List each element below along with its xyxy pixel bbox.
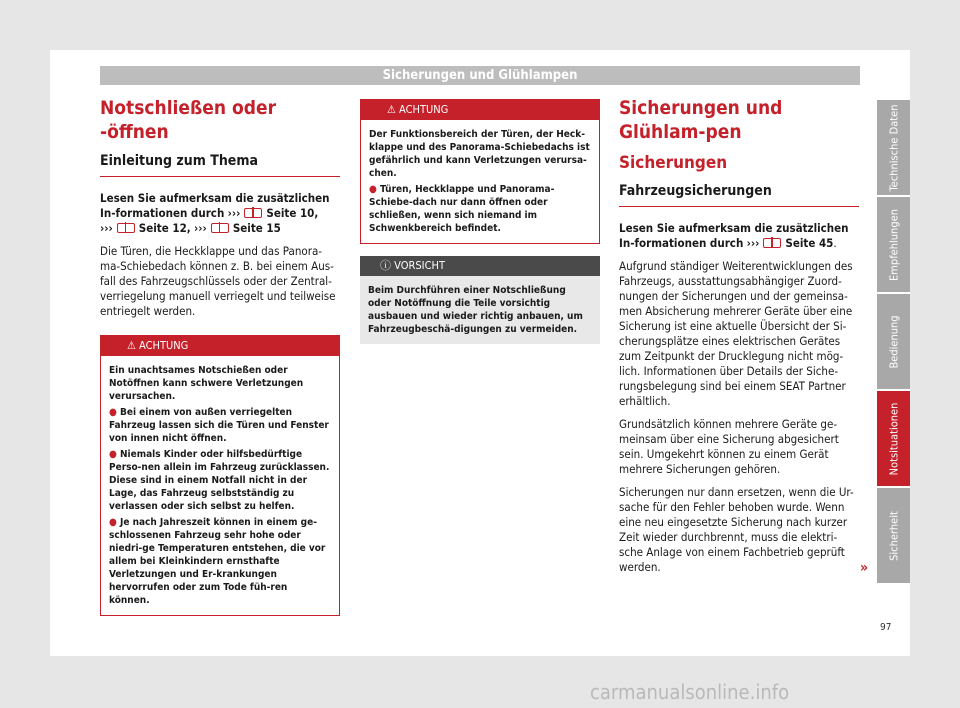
ref-arrows: ››› bbox=[194, 221, 207, 235]
tab-sicherheit[interactable]: Sicherheit bbox=[877, 488, 910, 583]
ref-arrows: ››› bbox=[746, 236, 760, 250]
section-subtitle: Fahrzeugsicherungen bbox=[619, 182, 859, 207]
warning-icon: ⚠ bbox=[387, 103, 396, 116]
caution-text: Beim Durchführen einer Notschließung oder Notöffnung die Teile vorsichtig ausbauen und wieder richtig anbauen, um Fahrzeugbeschä-digungen zu vermeiden. bbox=[368, 285, 583, 335]
page-reference-link[interactable]: Seite 15 bbox=[232, 221, 281, 235]
body-paragraph: Die Türen, die Heckklappe und das Panora-ma-Schiebedach können z. B. bei einem Aus-fall des Fahrzeugschlüssels oder der Zentral-verriegelung manuell verriegelt und teilweise entriegelt werden. bbox=[100, 244, 336, 318]
ref-arrows: ››› bbox=[227, 206, 241, 220]
book-icon bbox=[117, 223, 135, 233]
warning-icon: ⚠ bbox=[127, 339, 136, 352]
chapter-tabs bbox=[877, 100, 910, 585]
warning-header: ⚠ ACHTUNG bbox=[361, 100, 599, 120]
intro-paragraph: Lesen Sie aufmerksam die zusätzlichen In-formationen durch ››› Seite 10, ››› Seite 12, ››› Seite 15 bbox=[100, 191, 330, 235]
tab-technische-daten[interactable]: Technische Daten bbox=[877, 100, 910, 195]
warning-box bbox=[360, 99, 600, 244]
book-icon bbox=[763, 238, 781, 248]
page-header: Sicherungen und Glühlampen bbox=[100, 66, 860, 85]
warning-box bbox=[100, 335, 340, 616]
book-icon bbox=[244, 208, 262, 218]
warning-bullet: ● Bei einem von außen verriegelten Fahrzeug lassen sich die Türen und Fenster von innen nicht öffnen. bbox=[109, 407, 329, 444]
warning-intro: Der Funktionsbereich der Türen, der Heck-klappe und des Panorama-Schiebedachs ist gefährlich und kann Verletzungen verursa-chen. bbox=[369, 129, 590, 179]
body-paragraph: Sicherungen nur dann ersetzen, wenn die Ur-sache für den Fehler behoben wurde. Wenn eine neu eingesetzte Sicherung nach kurzer Zeit wieder durchbrennt, muss die elektri-sche Anlage von einem Fachbetrieb geprüft werden. bbox=[619, 485, 854, 574]
watermark-text: carmanualsonline.info bbox=[590, 680, 790, 704]
column-right bbox=[619, 96, 859, 575]
intro-paragraph: Lesen Sie aufmerksam die zusätzlichen In-formationen durch ››› Seite 45. bbox=[619, 221, 849, 250]
ref-arrows: ››› bbox=[100, 221, 113, 235]
tab-bedienung[interactable]: Bedienung bbox=[877, 294, 910, 389]
page-reference-link[interactable]: Seite 10, bbox=[266, 206, 319, 220]
tab-notsituationen[interactable]: Notsituationen bbox=[877, 391, 910, 486]
column-middle bbox=[360, 99, 600, 344]
body-paragraph: Aufgrund ständiger Weiterentwicklungen des Fahrzeugs, ausstattungsabhängiger Zuord-nungen der Sicherungen und der gemeinsa-men Absicherung mehrerer Geräte über eine Sicherung ist eine aktuelle Übersicht der Si-cherungsplätze eines elektrischen Gerätes zum Zeitpunkt der Drucklegung nicht mög-lich. Informationen über Details der Siche-rungsbelegung sind bei einem SEAT Partner erhältlich. bbox=[619, 259, 853, 408]
continue-marker: » bbox=[860, 560, 869, 576]
warning-header: ⚠ ACHTUNG bbox=[101, 336, 339, 356]
caution-box bbox=[360, 256, 600, 344]
info-circle-icon: ⓘ bbox=[380, 259, 391, 272]
caution-header: ⓘ VORSICHT bbox=[360, 256, 600, 276]
page-reference-link[interactable]: Seite 12, bbox=[138, 221, 191, 235]
body-paragraph: Grundsätzlich können mehrere Geräte ge-meinsam über eine Sicherung abgesichert sein. Umgekehrt können zu einem Gerät mehrere Sicherungen gehören. bbox=[619, 417, 839, 476]
page-number: 97 bbox=[880, 622, 892, 633]
warning-intro: Ein unachtsames Notschießen oder Notöffnen kann schwere Verletzungen verursachen. bbox=[109, 365, 304, 402]
warning-bullet: ● Niemals Kinder oder hilfsbedürftige Perso-nen allein im Fahrzeug zurücklassen. Diese sind in einem Notfall nicht in der Lage, das Fahrzeug selbstständig zu verlassen oder sich selbst zu helfen. bbox=[109, 449, 330, 512]
page-reference-link[interactable]: Seite 45 bbox=[785, 236, 834, 250]
column-left bbox=[100, 96, 340, 616]
warning-bullet: ● Türen, Heckklappe und Panorama-Schiebe-dach nur dann öffnen oder schließen, wenn sich niemand im Schwenkbereich befindet. bbox=[369, 184, 555, 234]
chapter-title: Sicherungen und Glühlam-pen bbox=[619, 97, 783, 143]
tab-empfehlungen[interactable]: Empfehlungen bbox=[877, 197, 910, 292]
warning-bullet: ● Je nach Jahreszeit können in einem ge-schlossenen Fahrzeug sehr hohe oder niedri-ge Temperaturen entstehen, die vor allem bei Kleinkindern ernsthafte Verletzungen und Er-krankungen hervorrufen oder zum Tode füh-ren können. bbox=[109, 517, 326, 606]
book-icon bbox=[211, 223, 229, 233]
section-heading: Sicherungen bbox=[619, 153, 728, 173]
section-subtitle: Einleitung zum Thema bbox=[100, 152, 340, 177]
section-title: Notschließen oder -öffnen bbox=[100, 97, 277, 143]
